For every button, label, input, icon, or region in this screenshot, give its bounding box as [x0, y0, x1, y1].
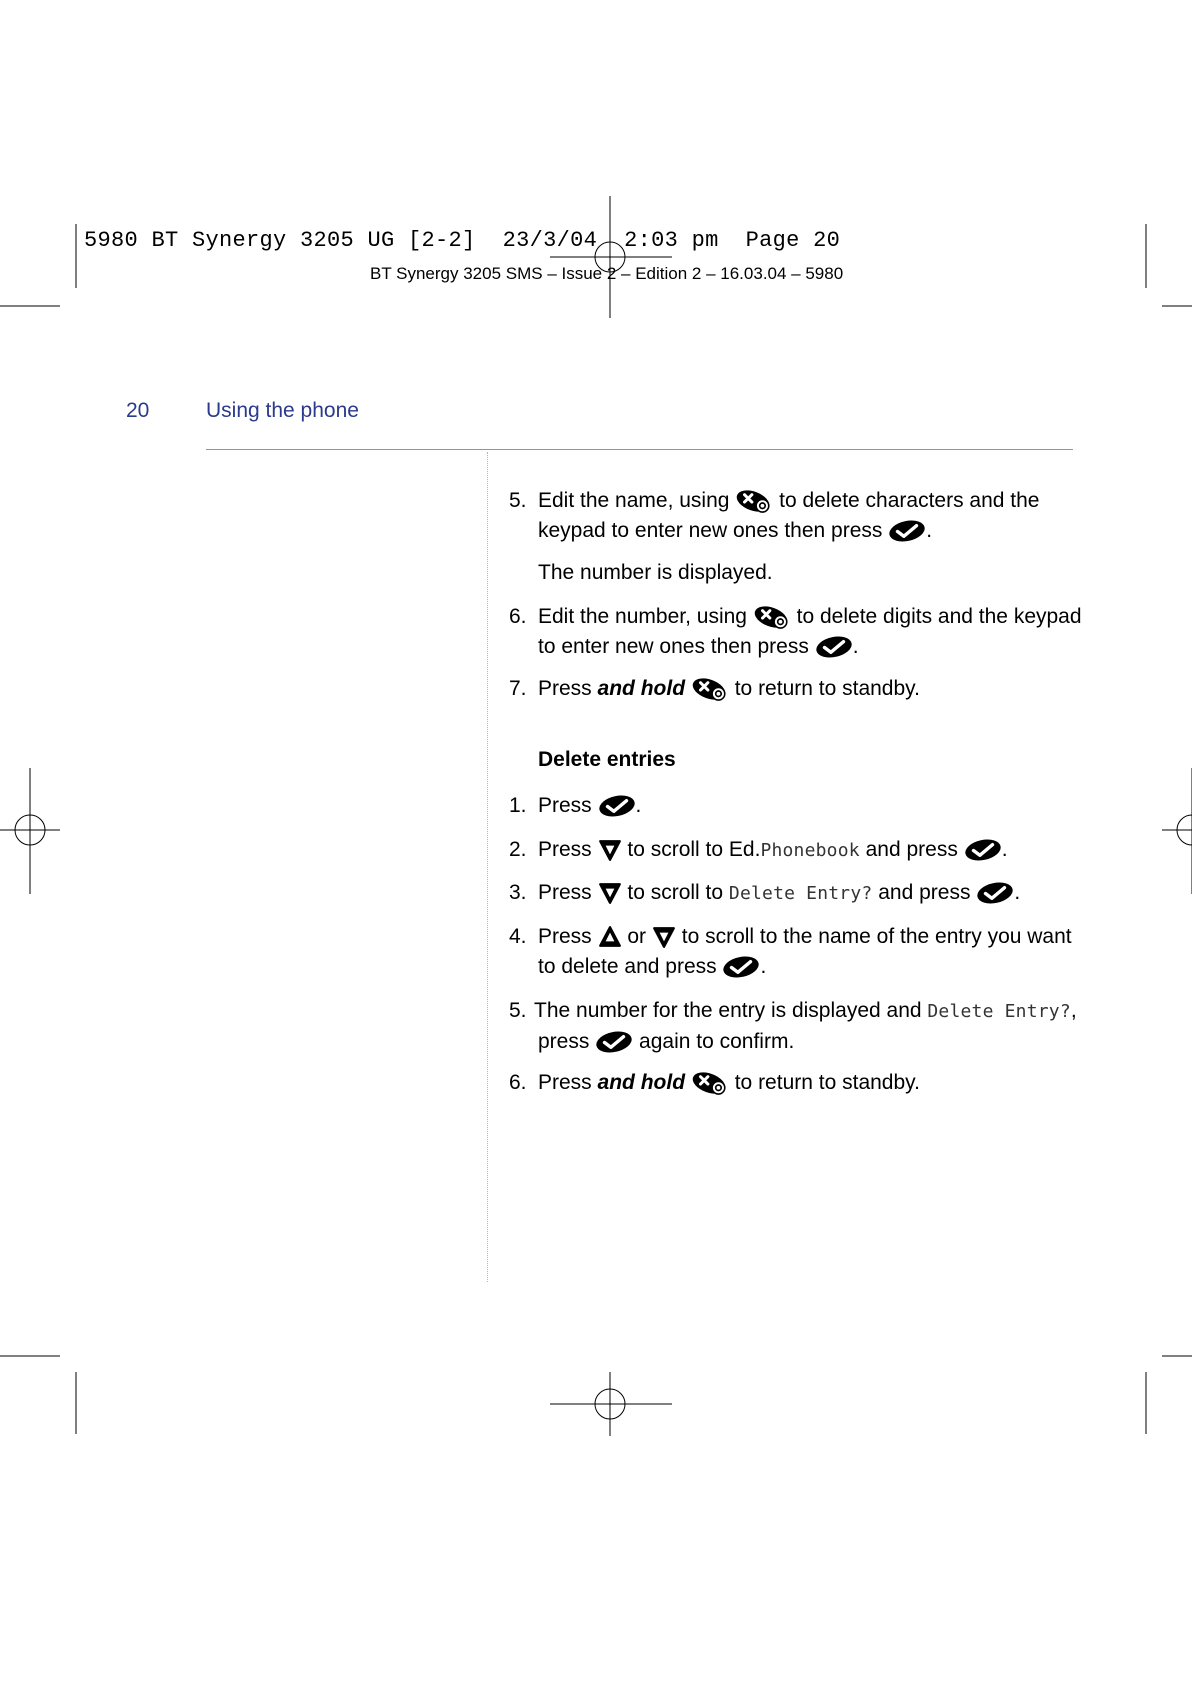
- step-text: Press: [538, 925, 592, 948]
- print-slug: 5980 BT Synergy 3205 UG [2-2] 23/3/04 2:03 pm Page 20: [84, 228, 841, 253]
- edit-step-5: [509, 486, 1084, 546]
- step-number: 1.: [509, 794, 527, 817]
- punctuation: .: [1014, 881, 1021, 904]
- step-text: and press: [878, 881, 971, 904]
- step-text: to return to standby.: [734, 1071, 920, 1094]
- step-number: 5.: [509, 489, 527, 512]
- step-number: 3.: [509, 881, 527, 904]
- display-text: Phonebook: [760, 840, 860, 861]
- emphasis-text: and hold: [597, 1071, 686, 1094]
- step-text: to delete characters and the keypad to enter new ones then press: [538, 489, 1040, 542]
- page-number: 20: [126, 399, 150, 422]
- step-text: to scroll to Ed.: [627, 838, 761, 861]
- delete-step-1: [509, 791, 1084, 821]
- scroll-down-arrow-icon: [598, 881, 622, 905]
- punctuation: .: [852, 635, 859, 658]
- punctuation: .: [760, 955, 767, 978]
- ok-checkmark-button-icon: [595, 1030, 633, 1054]
- delete-clear-button-icon: [691, 1071, 729, 1095]
- edition-line: BT Synergy 3205 SMS – Issue 2 – Edition 2 – 16.03.04 – 5980: [370, 264, 844, 283]
- punctuation: .: [635, 794, 642, 817]
- scroll-down-arrow-icon: [652, 925, 676, 949]
- step-number: 4.: [509, 925, 527, 948]
- step-text: and press: [865, 838, 958, 861]
- column-divider: [487, 452, 488, 1282]
- step-number: 5.: [509, 999, 527, 1022]
- section-title: Using the phone: [206, 399, 359, 422]
- step-text: again to confirm.: [639, 1030, 795, 1053]
- scroll-down-arrow-icon: [598, 838, 622, 862]
- emphasis-text: and hold: [597, 677, 686, 700]
- display-text: Delete Entry?: [927, 1001, 1071, 1022]
- step-text: Edit the number, using: [538, 605, 747, 628]
- step-number: 6.: [509, 605, 527, 628]
- registration-mark-bottom: [550, 1372, 672, 1436]
- step-text: Press: [538, 881, 592, 904]
- delete-step-2: [509, 835, 1084, 866]
- delete-entries-heading: Delete entries: [538, 748, 676, 771]
- header-rule: [206, 449, 1073, 450]
- delete-step-3: [509, 878, 1084, 909]
- registration-mark-right: [1162, 768, 1192, 894]
- step-number: 2.: [509, 838, 527, 861]
- step-text: to return to standby.: [734, 677, 920, 700]
- ok-checkmark-button-icon: [815, 635, 853, 659]
- ok-checkmark-button-icon: [722, 955, 760, 979]
- edit-step-7: [509, 674, 1084, 704]
- step-text: Press: [538, 794, 592, 817]
- ok-checkmark-button-icon: [598, 794, 636, 818]
- delete-step-4: [509, 922, 1084, 982]
- step-text: or: [627, 925, 647, 948]
- step-text: to delete digits and the keypad to enter new ones then press: [538, 605, 1082, 658]
- punctuation: .: [1001, 838, 1008, 861]
- step-text: press: [538, 1030, 590, 1053]
- ok-checkmark-button-icon: [888, 519, 926, 543]
- delete-clear-button-icon: [753, 605, 791, 629]
- registration-mark-top: [550, 196, 672, 318]
- delete-step-5: [509, 996, 1084, 1057]
- display-text: Delete Entry?: [728, 883, 873, 904]
- ok-checkmark-button-icon: [976, 881, 1014, 905]
- step-text: to scroll to: [627, 881, 724, 904]
- edit-step-6: [509, 602, 1084, 662]
- edit-note: The number is displayed.: [538, 561, 773, 584]
- step-text: Press: [538, 677, 592, 700]
- scroll-up-arrow-icon: [598, 925, 622, 949]
- step-text: The number for the entry is displayed and: [534, 999, 922, 1022]
- step-number: 6.: [509, 1071, 527, 1094]
- delete-step-6: [509, 1068, 1084, 1098]
- step-text: Edit the name, using: [538, 489, 730, 512]
- step-text: to scroll to the name of the entry you want to delete and press: [538, 925, 1072, 978]
- delete-clear-button-icon: [735, 489, 773, 513]
- step-text: Press: [538, 838, 592, 861]
- step-text: Press: [538, 1071, 592, 1094]
- punctuation: .: [926, 519, 933, 542]
- delete-clear-button-icon: [691, 677, 729, 701]
- ok-checkmark-button-icon: [964, 838, 1002, 862]
- step-number: 7.: [509, 677, 527, 700]
- registration-mark-left: [0, 768, 60, 894]
- punctuation: ,: [1070, 999, 1077, 1022]
